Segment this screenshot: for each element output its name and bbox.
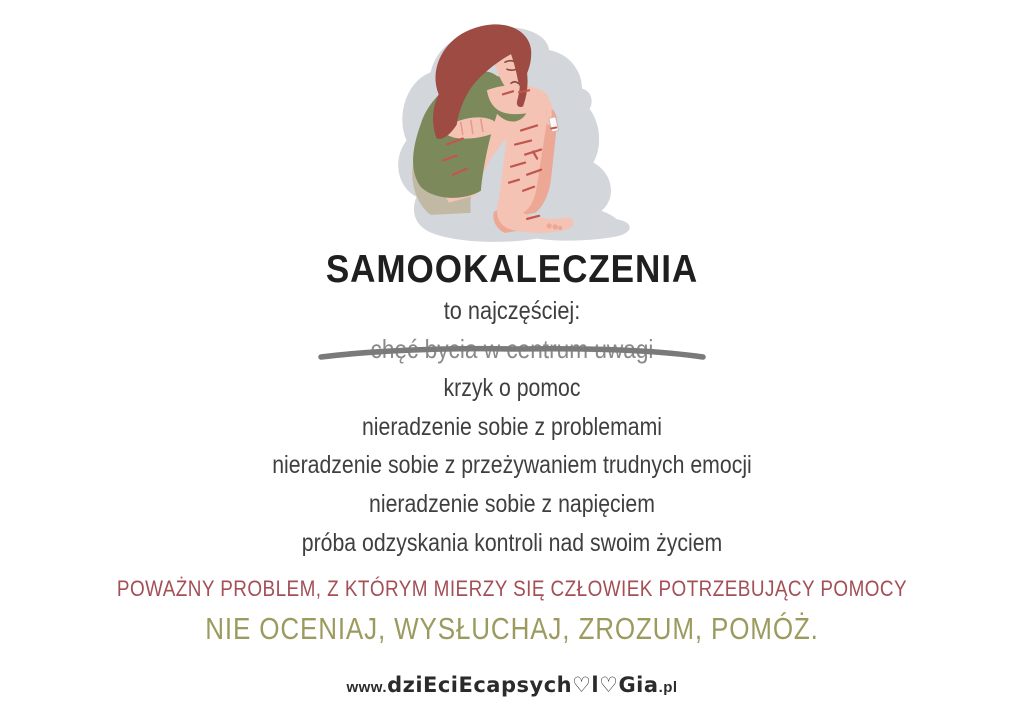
sad-woman-illustration-svg xyxy=(386,22,638,248)
crossed-out-myth: chęć bycia w centrum uwagi xyxy=(370,334,654,364)
website-url-prefix: www. xyxy=(346,679,388,696)
website-url-domain: dziEciEcapsych♡l♡Gia xyxy=(387,673,659,697)
poster-title: SAMOOKALECZENIA xyxy=(325,248,699,291)
sad-woman-illustration xyxy=(386,22,638,248)
website-url-suffix: .pl xyxy=(658,679,678,696)
warning-statement: POWAŻNY PROBLEM, Z KTÓRYM MIERZY SIĘ CZŁOWIEK POTRZEBUJĄCY POMOCY xyxy=(116,576,908,601)
reason-item: nieradzenie sobie z przeżywaniem trudnych emocji xyxy=(272,451,752,479)
reason-item: próba odzyskania kontroli nad swoim życiem xyxy=(301,529,723,557)
reason-item: nieradzenie sobie z napięciem xyxy=(369,490,655,518)
call-to-action: NIE OCENIAJ, WYSŁUCHAJ, ZROZUM, POMÓŻ. xyxy=(205,611,819,646)
poster-subtitle: to najczęściej: xyxy=(443,297,581,325)
strikethrough-swoosh-icon xyxy=(316,344,708,364)
website-url xyxy=(0,673,1024,697)
reason-item: krzyk o pomoc xyxy=(443,374,581,402)
reason-item: nieradzenie sobie z problemami xyxy=(361,413,663,441)
